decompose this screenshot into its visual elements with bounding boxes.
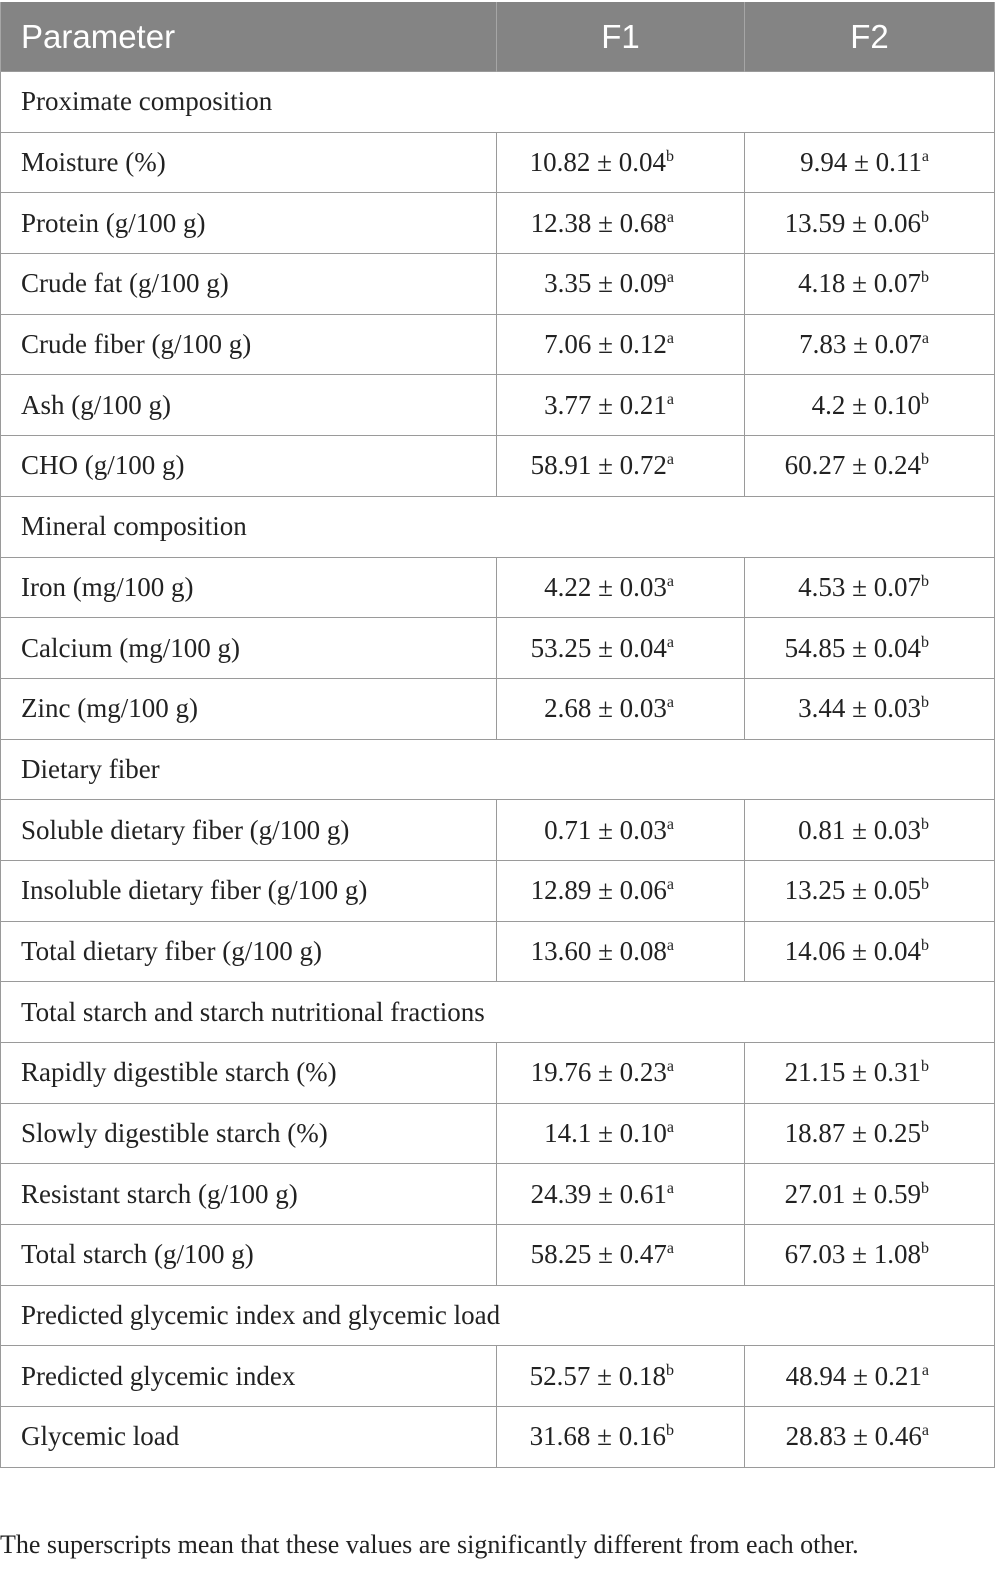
parameter-label: Total dietary fiber (g/100 g) [1, 921, 497, 982]
f2-value-cell [745, 132, 995, 193]
f1-value: 31.68 ± 0.16 [529, 1421, 666, 1452]
parameter-label: Glycemic load [1, 1407, 497, 1468]
table-row [1, 193, 995, 254]
f2-significance-superscript: b [921, 269, 929, 287]
f2-significance-superscript: b [921, 390, 929, 408]
f1-value-cell [497, 860, 745, 921]
f2-value-cell [745, 618, 995, 679]
f2-value: 21.15 ± 0.31 [784, 1057, 921, 1088]
table-row [1, 1164, 995, 1225]
f1-value-cell [497, 921, 745, 982]
f1-value-cell [497, 314, 745, 375]
f1-value-cell [497, 1164, 745, 1225]
parameter-label: Crude fat (g/100 g) [1, 254, 497, 315]
f2-value: 14.06 ± 0.04 [784, 935, 921, 966]
table-row [1, 921, 995, 982]
f1-significance-superscript: a [666, 633, 674, 651]
f2-value: 4.53 ± 0.07 [798, 571, 921, 602]
f2-value: 4.2 ± 0.10 [811, 389, 921, 420]
table-footnote: The superscripts mean that these values are significantly different from each other. [0, 1530, 859, 1559]
table-row [1, 860, 995, 921]
f2-significance-superscript: a [921, 330, 929, 348]
f1-value-cell [497, 132, 745, 193]
f1-significance-superscript: a [666, 1179, 674, 1197]
section-row [1, 982, 995, 1043]
f2-value: 54.85 ± 0.04 [784, 632, 921, 663]
f1-significance-superscript: a [666, 208, 674, 226]
f2-value: 7.83 ± 0.07 [799, 329, 922, 360]
table-row [1, 618, 995, 679]
f1-value-cell [497, 557, 745, 618]
table-row [1, 1346, 995, 1407]
f2-value-cell [745, 1103, 995, 1164]
f1-value: 14.1 ± 0.10 [544, 1118, 667, 1149]
f1-value: 3.35 ± 0.09 [544, 268, 667, 299]
f1-significance-superscript: a [666, 390, 674, 408]
f1-significance-superscript: a [666, 694, 674, 712]
table-row [1, 132, 995, 193]
section-row [1, 739, 995, 800]
f2-value-cell [745, 678, 995, 739]
parameter-label: Slowly digestible starch (%) [1, 1103, 497, 1164]
f1-value-cell [497, 193, 745, 254]
table-row [1, 254, 995, 315]
f1-value: 3.77 ± 0.21 [544, 389, 667, 420]
f2-value: 67.03 ± 1.08 [784, 1239, 921, 1270]
parameter-label: Calcium (mg/100 g) [1, 618, 497, 679]
f2-value-cell [745, 800, 995, 861]
f2-value: 3.44 ± 0.03 [798, 693, 921, 724]
f1-value: 58.91 ± 0.72 [530, 450, 667, 481]
f1-value: 0.71 ± 0.03 [544, 814, 667, 845]
parameter-label: Rapidly digestible starch (%) [1, 1043, 497, 1104]
section-label: Proximate composition [1, 72, 995, 133]
f2-value: 13.25 ± 0.05 [784, 875, 921, 906]
table-header [1, 2, 995, 72]
f2-significance-superscript: a [921, 1422, 929, 1440]
table-row [1, 1103, 995, 1164]
header-parameter: Parameter [1, 2, 497, 72]
f2-value-cell [745, 1346, 995, 1407]
f1-value: 53.25 ± 0.04 [530, 632, 667, 663]
f2-value-cell [745, 1225, 995, 1286]
header-f1: F1 [497, 2, 745, 72]
f1-value: 10.82 ± 0.04 [529, 147, 666, 178]
parameter-label: Resistant starch (g/100 g) [1, 1164, 497, 1225]
table-row [1, 314, 995, 375]
f2-value-cell [745, 557, 995, 618]
parameter-label: Total starch (g/100 g) [1, 1225, 497, 1286]
f2-value-cell [745, 314, 995, 375]
f1-value-cell [497, 1103, 745, 1164]
f2-value: 27.01 ± 0.59 [784, 1178, 921, 1209]
f2-value-cell [745, 1164, 995, 1225]
f2-value: 60.27 ± 0.24 [784, 450, 921, 481]
f2-significance-superscript: b [921, 936, 929, 954]
f2-value-cell [745, 375, 995, 436]
parameter-label: Crude fiber (g/100 g) [1, 314, 497, 375]
section-label: Total starch and starch nutritional fractions [1, 982, 995, 1043]
f1-value-cell [497, 254, 745, 315]
f2-significance-superscript: b [921, 694, 929, 712]
section-row [1, 72, 995, 133]
f2-significance-superscript: b [921, 572, 929, 590]
f1-value: 52.57 ± 0.18 [529, 1360, 666, 1391]
section-row [1, 1285, 995, 1346]
parameter-label: Zinc (mg/100 g) [1, 678, 497, 739]
f1-value: 12.89 ± 0.06 [530, 875, 667, 906]
f2-significance-superscript: b [921, 451, 929, 469]
f2-significance-superscript: b [921, 1058, 929, 1076]
f1-value: 19.76 ± 0.23 [530, 1057, 667, 1088]
table-row [1, 800, 995, 861]
f1-significance-superscript: a [666, 876, 674, 894]
section-label: Dietary fiber [1, 739, 995, 800]
f1-significance-superscript: a [666, 1119, 674, 1137]
section-row [1, 496, 995, 557]
f1-value-cell [497, 1043, 745, 1104]
f1-value: 4.22 ± 0.03 [544, 571, 667, 602]
f2-significance-superscript: b [921, 1179, 929, 1197]
header-f2: F2 [745, 2, 995, 72]
parameter-label: Moisture (%) [1, 132, 497, 193]
f2-significance-superscript: b [921, 876, 929, 894]
f1-significance-superscript: a [666, 1240, 674, 1258]
f2-value-cell [745, 254, 995, 315]
f2-value: 9.94 ± 0.11 [800, 147, 922, 178]
f1-value: 24.39 ± 0.61 [530, 1178, 667, 1209]
f1-significance-superscript: b [666, 1422, 674, 1440]
f2-significance-superscript: a [921, 1361, 929, 1379]
table-body [1, 72, 995, 1468]
parameter-label: Protein (g/100 g) [1, 193, 497, 254]
f1-significance-superscript: a [666, 936, 674, 954]
f2-significance-superscript: b [921, 1240, 929, 1258]
f1-significance-superscript: b [666, 148, 674, 166]
f2-value-cell [745, 436, 995, 497]
table-row [1, 1225, 995, 1286]
section-label: Predicted glycemic index and glycemic load [1, 1285, 995, 1346]
f1-significance-superscript: a [666, 330, 674, 348]
f1-significance-superscript: b [666, 1361, 674, 1379]
f2-significance-superscript: a [921, 148, 929, 166]
f2-value-cell [745, 921, 995, 982]
f2-significance-superscript: b [921, 815, 929, 833]
f1-value: 7.06 ± 0.12 [544, 329, 667, 360]
f1-value-cell [497, 375, 745, 436]
f1-significance-superscript: a [666, 451, 674, 469]
f2-value: 13.59 ± 0.06 [784, 207, 921, 238]
table-row [1, 375, 995, 436]
parameter-label: Insoluble dietary fiber (g/100 g) [1, 860, 497, 921]
parameter-label: Iron (mg/100 g) [1, 557, 497, 618]
parameter-label: Soluble dietary fiber (g/100 g) [1, 800, 497, 861]
f1-value: 13.60 ± 0.08 [530, 935, 667, 966]
f1-value-cell [497, 1225, 745, 1286]
header-row [1, 2, 995, 72]
nutrition-table [0, 2, 995, 1468]
f1-significance-superscript: a [666, 815, 674, 833]
f1-value-cell [497, 800, 745, 861]
f1-value: 58.25 ± 0.47 [530, 1239, 667, 1270]
table-row [1, 1043, 995, 1104]
f2-value: 28.83 ± 0.46 [785, 1421, 922, 1452]
f1-value-cell [497, 678, 745, 739]
f1-value-cell [497, 1407, 745, 1468]
table-row [1, 436, 995, 497]
f1-significance-superscript: a [666, 269, 674, 287]
table-row [1, 1407, 995, 1468]
f2-value: 18.87 ± 0.25 [784, 1118, 921, 1149]
f2-significance-superscript: b [921, 633, 929, 651]
f2-value-cell [745, 1407, 995, 1468]
parameter-label: Ash (g/100 g) [1, 375, 497, 436]
f2-value: 4.18 ± 0.07 [798, 268, 921, 299]
f2-value-cell [745, 860, 995, 921]
f1-significance-superscript: a [666, 1058, 674, 1076]
f1-value-cell [497, 436, 745, 497]
f1-value: 12.38 ± 0.68 [530, 207, 667, 238]
f2-value-cell [745, 193, 995, 254]
f2-significance-superscript: b [921, 208, 929, 226]
table-row [1, 678, 995, 739]
f2-significance-superscript: b [921, 1119, 929, 1137]
f1-value: 2.68 ± 0.03 [544, 693, 667, 724]
parameter-label: CHO (g/100 g) [1, 436, 497, 497]
f1-value-cell [497, 618, 745, 679]
f2-value: 48.94 ± 0.21 [785, 1360, 922, 1391]
f2-value: 0.81 ± 0.03 [798, 814, 921, 845]
f1-value-cell [497, 1346, 745, 1407]
parameter-label: Predicted glycemic index [1, 1346, 497, 1407]
section-label: Mineral composition [1, 496, 995, 557]
f1-significance-superscript: a [666, 572, 674, 590]
f2-value-cell [745, 1043, 995, 1104]
table-row [1, 557, 995, 618]
